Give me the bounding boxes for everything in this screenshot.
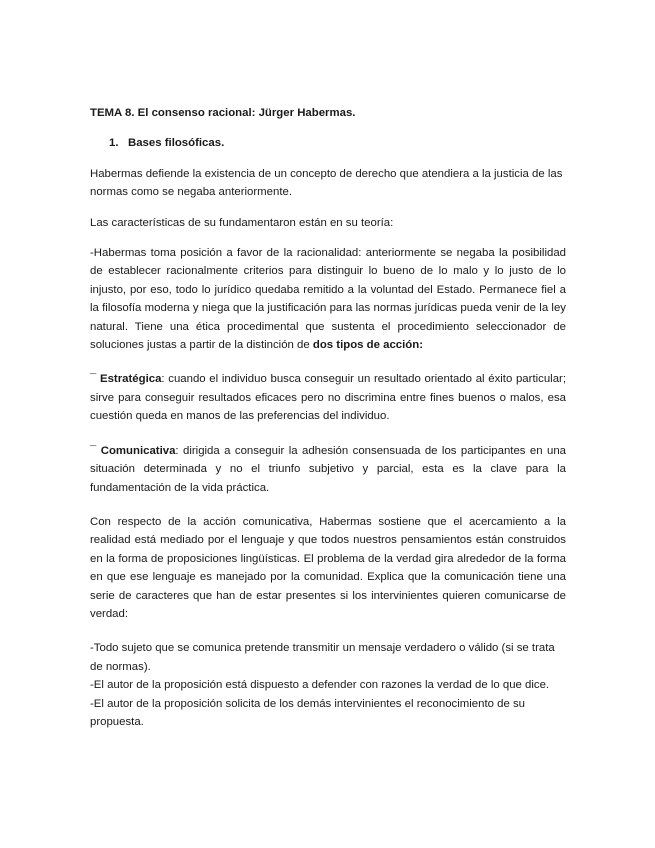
action-types-label: dos tipos de acción: [312, 339, 424, 352]
list-item: -El autor de la proposición solicita de los demás intervinientes el reconocimiento de su propuesta. [90, 697, 525, 728]
paragraph-rationality [90, 244, 566, 354]
communicative-action-item [90, 442, 566, 497]
paragraph-communicative-action: Con respecto de la acción comunicativa, Habermas sostiene que el acercamiento a la realidad está mediado por el lenguaje y que todos nuestros pensamientos están construidos en la forma de proposiciones lingüísticas. El problema de la verdad gira alrededor de la forma en que ese lenguaje es manejado por la comunidad. Explica que la comunicación tiene una serie de caracteres que han de estar presentes si los intervinientes quieren comunicarse de verdad: [90, 515, 566, 620]
strategic-action-item [90, 370, 566, 425]
communicative-bullet-icon: ¯ [90, 444, 97, 457]
communicative-term: Comunicativa [100, 444, 176, 457]
paragraph-characteristics: Las características de su fundamentaron están en su teoría: [90, 216, 394, 229]
document-title: TEMA 8. El consenso racional: Jürger Habermas. [90, 107, 356, 119]
strategic-term: Estratégica [99, 373, 162, 386]
strategic-bullet-icon: ¯ [90, 373, 97, 386]
strategic-description: : cuando el individuo busca conseguir un resultado orientado al éxito particular; sirve para conseguir resultados eficaces pero no discrimina entre fines buenos o malos, esa cuestión queda en manos de las preferencias del individuo. [90, 373, 566, 423]
section-title: Bases filosóficas. [128, 137, 225, 150]
section-heading [90, 134, 566, 152]
list-item: -Todo sujeto que se comunica pretende transmitir un mensaje verdadero o válido (si se trata de normas). [90, 642, 555, 673]
paragraph-rationality-text: -Habermas toma posición a favor de la racionalidad: anteriormente se negaba la posibilidad de establecer racionalmente criterios para distinguir lo bueno de lo malo y lo justo de lo injusto, por eso, todo lo jurídico quedaba remitido a la voluntad del Estado. Permanece fiel a la filosofía moderna y niega que la justificación para las normas jurídicas pueda venir de la ley natural. Tiene una ética procedimental que sustenta el procedimiento seleccionador de soluciones justas a partir de la distinción de [90, 247, 566, 352]
communicative-description: : dirigida a conseguir la adhesión consensuada de los participantes en una situación determinada y no el triunfo subjetivo y parcial, esta es la clave para la fundamentación de la vida práctica. [90, 444, 566, 494]
document-body [90, 104, 566, 731]
conditions-list [90, 639, 566, 731]
list-item: -El autor de la proposición está dispuesto a defender con razones la verdad de lo que dice. [90, 679, 550, 692]
paragraph-intro: Habermas defiende la existencia de un concepto de derecho que atendiera a la justicia de las normas como se negaba anteriormente. [90, 167, 563, 199]
section-number: 1. [109, 137, 119, 150]
